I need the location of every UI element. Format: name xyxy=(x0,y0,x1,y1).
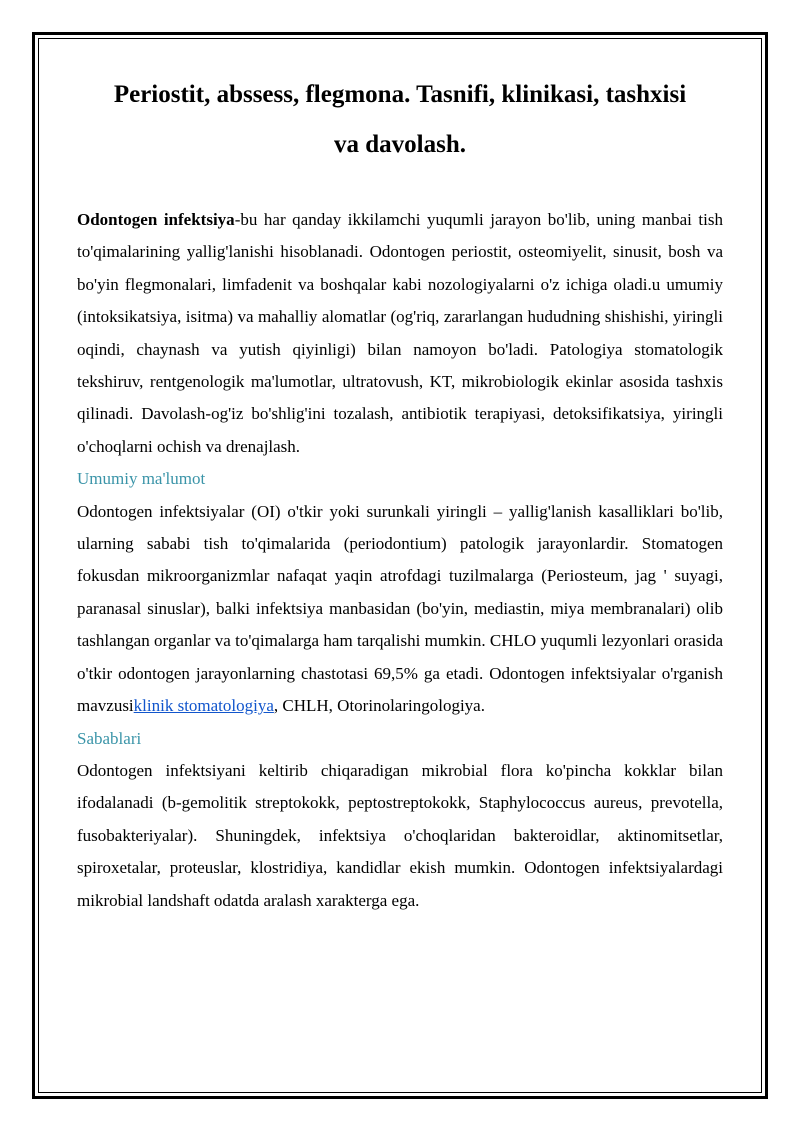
general-info-paragraph xyxy=(77,496,723,723)
intro-term: Odontogen infektsiya xyxy=(77,210,235,229)
intro-paragraph xyxy=(77,204,723,463)
general-info-text: Odontogen infektsiyalar (OI) o'tkir yoki surunkali yiringli – yallig'lanish kasalliklari bo'lib, ularning sababi tish to'qimalarida (periodontium) patologik jarayonlardir. Stomatogen fokusdan mikroorganizmlar nafaqat yaqin atrofdagi tuzilmalarga (Periosteum, jag ' suyagi, paranasal sinuslar), balki infektsiya manbasidan (bo'yin, mediastin, miya membranalari) olib tashlangan organlar va to'qimalarga ham tarqalishi mumkin. CHLO yuqumli lezyonlari orasida o'tkir odontogen jarayonlarning chastotasi 69,5% ga etadi. Odontogen infektsiyalar o'rganish mavzusi xyxy=(77,501,723,716)
title-line-2: va davolash. xyxy=(334,131,466,158)
general-info-text-end: , CHLH, Otorinolaringologiya. xyxy=(273,696,485,716)
clinical-dentistry-link[interactable]: klinik stomatologiya xyxy=(133,696,274,716)
title-line-1: Periostit, abssess, flegmona. Tasnifi, klinikasi, tashxisi xyxy=(113,81,687,108)
intro-text: -bu har qanday ikkilamchi yuqumli jarayon bo'lib, uning manbai tish to'qimalarining yallig'lanishi hisoblanadi. Odontogen periostit, osteomiyelit, sinusit, bosh va bo'yin flegmonalari, limfadenit va boshqalar kabi nozologiyalarni o'z ichiga oladi.u umumiy (intoksikatsiya, isitma) va mahalliy alomatlar (og'riq, zararlangan hududning shishishi, yiringli oqindi, chaynash va yutish qiyinligi) bilan namoyon bo'ladi. Patologiya stomatologik tekshiruv, rentgenologik ma'lumotlar, ultratovush, KT, mikrobiologik ekinlar asosida tashxis qilinadi. Davolash-og'iz bo'shlig'ini tozalash, antibiotik terapiyasi, detoksifikatsiya, yiringli o'choqlarni ochish va drenajlash. xyxy=(77,210,723,456)
causes-paragraph: Odontogen infektsiyani keltirib chiqaradigan mikrobial flora ko'pincha kokklar bilan ifodalanadi (b-gemolitik streptokokk, peptostreptokokk, Staphylococcus aureus, prevotella, fusobakteriyalar). Shuningdek, infektsiya o'choqlaridan bakteroidlar, aktinomitsetlar, spiroxetalar, proteuslar, klostridiya, kandidlar ekish mumkin. Odontogen infektsiyalardagi mikrobial landshaft odatda aralash xarakterga ega. xyxy=(77,760,723,910)
section-heading-causes: Sabablari xyxy=(77,728,142,748)
document-title xyxy=(77,70,723,170)
document-body xyxy=(77,70,723,917)
section-heading-general-info: Umumiy ma'lumot xyxy=(77,469,206,489)
